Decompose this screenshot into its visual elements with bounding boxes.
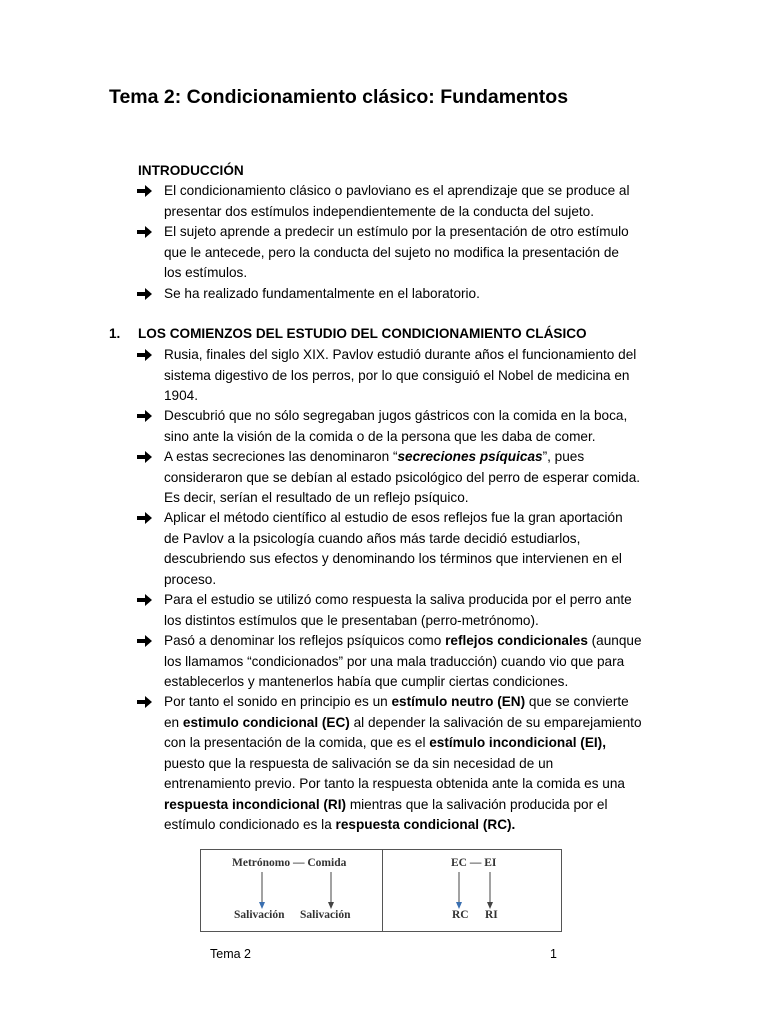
- intro-heading: INTRODUCCIÓN: [138, 163, 244, 178]
- diagram-left-top-label: Metrónomo — Comida: [232, 857, 347, 869]
- arrow-bullet-icon: [137, 447, 153, 468]
- s1-bullet-7-line-1: Por tanto el sonido en principio es un estímulo neutro (EN) que se convierte: [164, 694, 629, 709]
- diagram-right-bottom-label-2: RI: [485, 909, 498, 921]
- intro-bullet-2-line-1: El sujeto aprende a predecir un estímulo por la presentación de otro estímulo: [164, 224, 629, 239]
- arrow-down-icon: [486, 872, 494, 910]
- s1-bullet-7-line-5: entrenamiento previo. Por tanto la respuesta obtenida ante la comida es una: [164, 776, 625, 791]
- page-number: 1: [550, 947, 557, 961]
- diagram-left-bottom-label-1: Salivación: [234, 909, 285, 921]
- s1-bullet-5-line-2: los distintos estímulos que le presentaban (perro-metrónomo).: [164, 612, 539, 628]
- s1-bullet-6-line-3: establecerlos y mantenerlos había que cumplir ciertas condiciones.: [164, 674, 569, 689]
- intro-bullet-1-line-1: El condicionamiento clásico o pavloviano es el aprendizaje que se produce al: [164, 183, 630, 198]
- arrow-bullet-icon: [137, 631, 153, 652]
- s1-bullet-3-line-3: Es decir, serían el resultado de un reflejo psíquico.: [164, 490, 469, 505]
- diagram-divider: [382, 850, 383, 931]
- arrow-down-icon: [258, 872, 266, 910]
- s1-bullet-3-line-2: consideraron que se debían al estado psicológico del perro de esperar comida.: [164, 469, 641, 485]
- s1-bullet-4-line-4: proceso.: [164, 571, 217, 587]
- diagram-right-top-label: EC — EI: [451, 857, 497, 869]
- intro-bullet-2-line-2: que le antecede, pero la conducta del sujeto no modifica la presentación de: [164, 244, 619, 260]
- arrow-bullet-icon: [137, 222, 153, 243]
- footer-left: Tema 2: [210, 947, 251, 961]
- s1-bullet-5-line-1: Para el estudio se utilizó como respuesta la saliva producida por el perro ante: [164, 592, 632, 607]
- s1-bullet-7-line-6: respuesta incondicional (RI) mientras que la salivación producida por el: [164, 796, 608, 812]
- s1-bullet-1-line-3: 1904.: [164, 388, 199, 403]
- intro-bullet-3-line-1: Se ha realizado fundamentalmente en el laboratorio.: [164, 286, 480, 301]
- diagram-right-bottom-label-1: RC: [452, 909, 469, 921]
- s1-bullet-6-line-2: los llamamos “condicionados” por una mala traducción) cuando vio que para: [164, 653, 625, 669]
- s1-bullet-4-line-2: de Pavlov a la psicología cuando años más tarde decidió estudiarlos,: [164, 530, 581, 546]
- arrow-bullet-icon: [137, 406, 153, 427]
- arrow-bullet-icon: [137, 345, 153, 366]
- arrow-down-icon: [455, 872, 463, 910]
- arrow-bullet-icon: [137, 284, 153, 305]
- s1-bullet-6-line-1: Pasó a denominar los reflejos psíquicos como reflejos condicionales (aunque: [164, 633, 642, 648]
- intro-bullet-2-line-3: los estímulos.: [164, 265, 248, 280]
- s1-bullet-4-line-3: descubriendo sus efectos y denominando los términos que intervienen en el: [164, 551, 622, 566]
- page-title: Tema 2: Condicionamiento clásico: Fundamentos: [109, 86, 569, 108]
- s1-bullet-7-line-2: en estimulo condicional (EC) al depender la salivación de su emparejamiento: [164, 714, 642, 730]
- diagram-left-bottom-label-2: Salivación: [300, 909, 351, 921]
- intro-bullet-1-line-2: presentar dos estímulos independientemente de la conducta del sujeto.: [164, 203, 594, 219]
- s1-bullet-2-line-2: sino ante la visión de la comida o de la persona que les daba de comer.: [164, 428, 596, 444]
- section-heading: LOS COMIENZOS DEL ESTUDIO DEL CONDICIONAMIENTO CLÁSICO: [138, 326, 587, 341]
- arrow-bullet-icon: [137, 181, 153, 202]
- arrow-bullet-icon: [137, 590, 153, 611]
- arrow-bullet-icon: [137, 508, 153, 529]
- s1-bullet-1-line-2: sistema digestivo de los perros, por lo que consiguió el Nobel de medicina en: [164, 367, 630, 383]
- s1-bullet-7-line-4: puesto que la respuesta de salivación se da sin necesidad de un: [164, 755, 554, 771]
- s1-bullet-3-line-1: A estas secreciones las denominaron “secreciones psíquicas”, pues: [164, 449, 585, 464]
- s1-bullet-4-line-1: Aplicar el método científico al estudio de esos reflejos fue la gran aportación: [164, 510, 623, 525]
- s1-bullet-2-line-1: Descubrió que no sólo segregaban jugos gástricos con la comida en la boca,: [164, 408, 628, 423]
- arrow-down-icon: [327, 872, 335, 910]
- s1-bullet-1-line-1: Rusia, finales del siglo XIX. Pavlov estudió durante años el funcionamiento del: [164, 347, 637, 362]
- s1-bullet-7-line-3: con la presentación de la comida, que es el estímulo incondicional (EI),: [164, 735, 606, 750]
- conditioning-diagram: [200, 849, 562, 932]
- s1-bullet-7-line-7: estímulo condicionado es la respuesta condicional (RC).: [164, 817, 516, 832]
- arrow-bullet-icon: [137, 692, 153, 713]
- section-number: 1.: [109, 326, 121, 341]
